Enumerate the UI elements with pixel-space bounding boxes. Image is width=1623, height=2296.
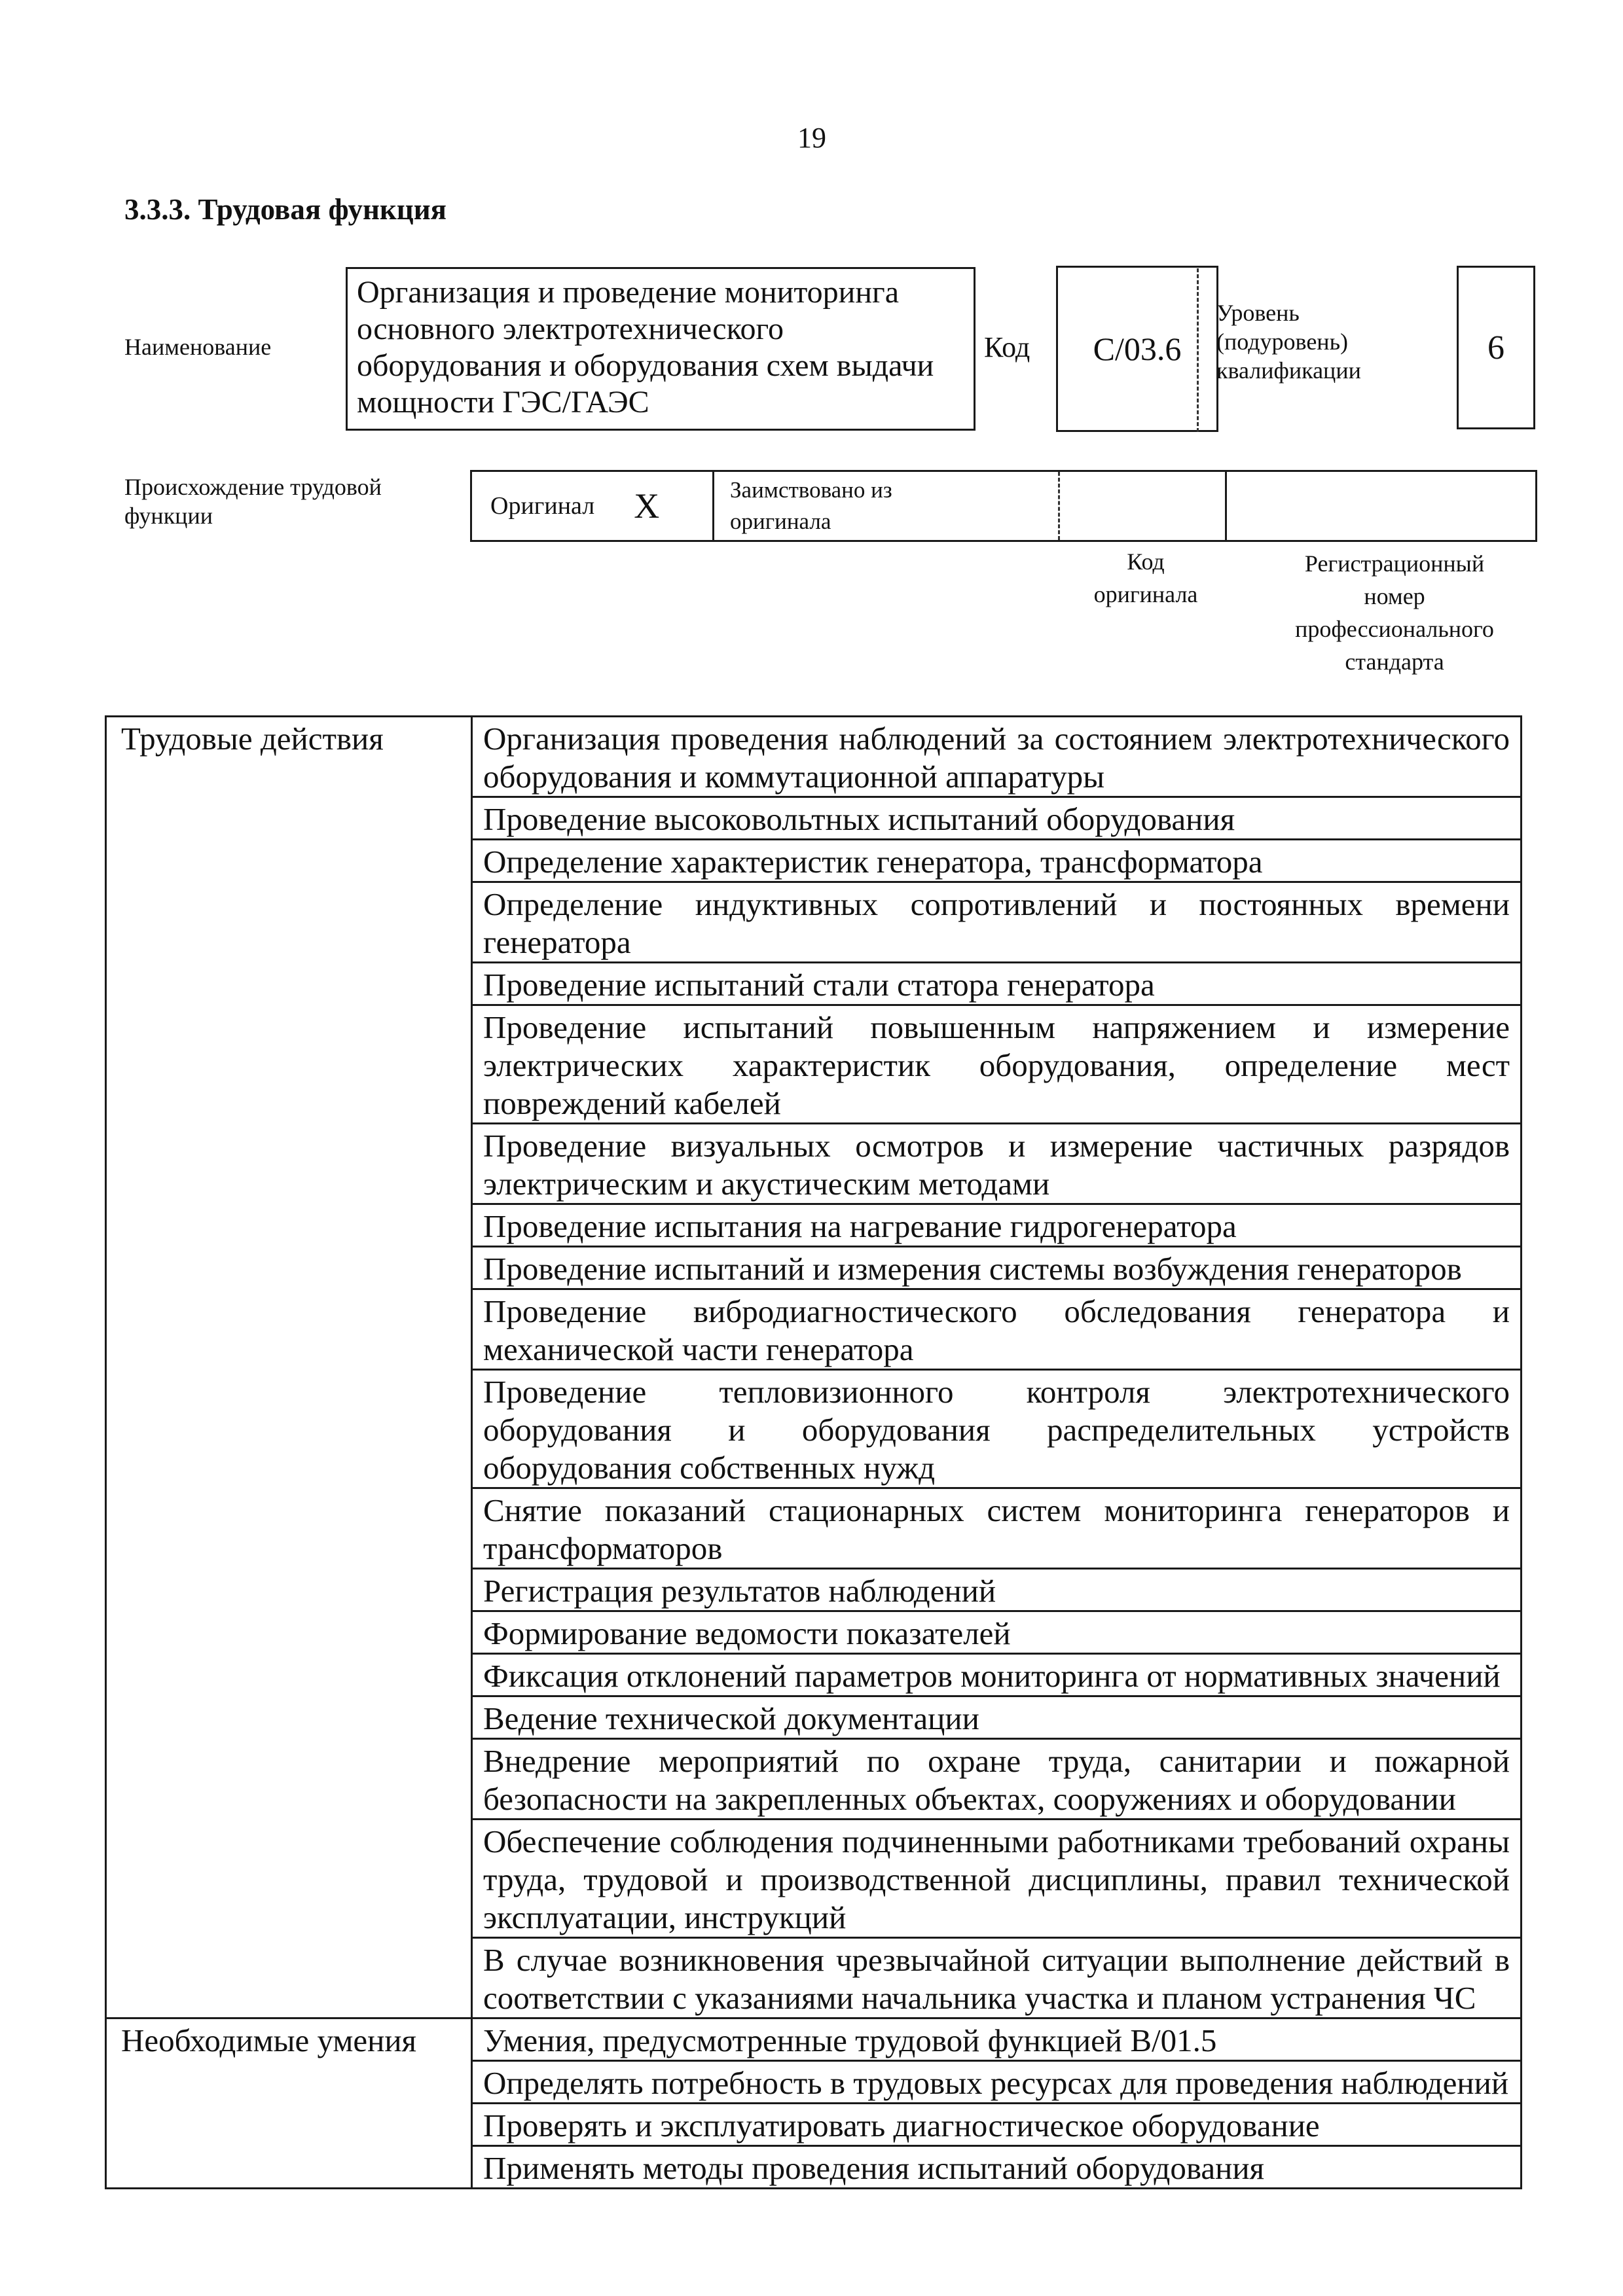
origin-original-cell bbox=[472, 472, 714, 540]
section-title: 3.3.3. Трудовая функция bbox=[124, 193, 447, 226]
labor-action-item: Проведение испытаний стали статора генератора bbox=[472, 963, 1522, 1005]
labor-action-item: Снятие показаний стационарных систем мониторинга генераторов и трансформаторов bbox=[472, 1488, 1522, 1569]
name-label: Наименование bbox=[124, 334, 272, 360]
labor-actions-label: Трудовые действия bbox=[106, 717, 472, 2018]
labor-action-item: Организация проведения наблюдений за состоянием электротехнического оборудования и коммутационной аппаратуры bbox=[472, 717, 1522, 797]
original-mark: X bbox=[634, 486, 660, 526]
labor-action-item: Проведение высоковольтных испытаний оборудования bbox=[472, 797, 1522, 840]
borrowed-line1: Заимствовано из bbox=[730, 477, 892, 503]
borrowed-line2: оригинала bbox=[730, 509, 831, 534]
labor-action-item: Определение индуктивных сопротивлений и постоянных времени генератора bbox=[472, 882, 1522, 963]
code-caption bbox=[1061, 547, 1231, 609]
origin-dotted-divider bbox=[1058, 472, 1060, 540]
labor-action-item: Ведение технической документации bbox=[472, 1696, 1522, 1739]
origin-borrowed-cell bbox=[714, 472, 1042, 540]
reg-caption-line3: профессионального bbox=[1295, 616, 1494, 642]
labor-action-item: Проведение вибродиагностического обследования генератора и механической части генератора bbox=[472, 1289, 1522, 1370]
table-row bbox=[106, 2018, 1522, 2061]
level-label-line2: (подуровень) bbox=[1216, 329, 1348, 355]
skill-item: Применять методы проведения испытаний оборудования bbox=[472, 2146, 1522, 2189]
labor-action-item: Фиксация отклонений параметров мониторинга от нормативных значений bbox=[472, 1654, 1522, 1696]
table-row bbox=[106, 717, 1522, 797]
code-label: Код bbox=[984, 331, 1030, 363]
labor-action-item: В случае возникновения чрезвычайной ситуации выполнение действий в соответствии с указаниями начальника участка и планом устранения ЧС bbox=[472, 1938, 1522, 2018]
code-divider bbox=[1197, 268, 1199, 432]
level-label-line3: квалификации bbox=[1216, 357, 1361, 384]
labor-action-item: Проведение визуальных осмотров и измерение частичных разрядов электрическим и акустическим методами bbox=[472, 1124, 1522, 1204]
origin-code-cell-border bbox=[1225, 472, 1227, 540]
labor-action-item: Проведение тепловизионного контроля электротехнического оборудования и оборудования распределительных устройств оборудования собственных нужд bbox=[472, 1370, 1522, 1488]
labor-action-item: Обеспечение соблюдения подчиненными работниками требований охраны труда, трудовой и производственной дисциплины, правил технической эксплуатации, инструкций bbox=[472, 1820, 1522, 1938]
labor-action-item: Проведение испытания на нагревание гидрогенератора bbox=[472, 1204, 1522, 1247]
labor-action-item: Определение характеристик генератора, трансформатора bbox=[472, 840, 1522, 882]
original-label: Оригинал bbox=[490, 492, 595, 520]
origin-label-line1: Происхождение трудовой bbox=[124, 474, 382, 500]
level-box bbox=[1457, 266, 1535, 429]
reg-caption-line1: Регистрационный bbox=[1304, 550, 1485, 577]
labor-action-item: Регистрация результатов наблюдений bbox=[472, 1569, 1522, 1611]
function-table bbox=[105, 715, 1522, 2189]
level-label-line1: Уровень bbox=[1216, 300, 1300, 326]
reg-caption bbox=[1257, 547, 1532, 678]
function-name-box bbox=[346, 267, 976, 431]
reg-caption-line2: номер bbox=[1364, 583, 1425, 609]
origin-label bbox=[124, 473, 382, 530]
function-name-value: Организация и проведение мониторинга основного электротехнического оборудования и оборудования схем выдачи мощности ГЭС/ГАЭС bbox=[357, 275, 934, 420]
required-skills-label: Необходимые умения bbox=[106, 2018, 472, 2189]
labor-action-item: Проведение испытаний и измерения системы возбуждения генераторов bbox=[472, 1247, 1522, 1289]
origin-row bbox=[470, 470, 1537, 542]
reg-caption-line4: стандарта bbox=[1345, 649, 1444, 675]
skill-item: Умения, предусмотренные трудовой функцией В/01.5 bbox=[472, 2018, 1522, 2061]
level-value: 6 bbox=[1487, 329, 1504, 367]
page-number: 19 bbox=[797, 122, 826, 154]
code-box bbox=[1056, 266, 1218, 432]
code-caption-line2: оригинала bbox=[1093, 581, 1198, 607]
code-value: С/03.6 bbox=[1093, 331, 1182, 367]
labor-action-item: Проведение испытаний повышенным напряжением и измерение электрических характеристик оборудования, определение мест повреждений кабелей bbox=[472, 1005, 1522, 1124]
labor-action-item: Внедрение мероприятий по охране труда, санитарии и пожарной безопасности на закрепленных объектах, сооружениях и оборудовании bbox=[472, 1739, 1522, 1820]
code-caption-line1: Код bbox=[1127, 548, 1165, 575]
skill-item: Проверять и эксплуатировать диагностическое оборудование bbox=[472, 2104, 1522, 2146]
origin-label-line2: функции bbox=[124, 503, 213, 529]
level-label bbox=[1216, 298, 1361, 385]
skill-item: Определять потребность в трудовых ресурсах для проведения наблюдений bbox=[472, 2061, 1522, 2104]
labor-action-item: Формирование ведомости показателей bbox=[472, 1611, 1522, 1654]
